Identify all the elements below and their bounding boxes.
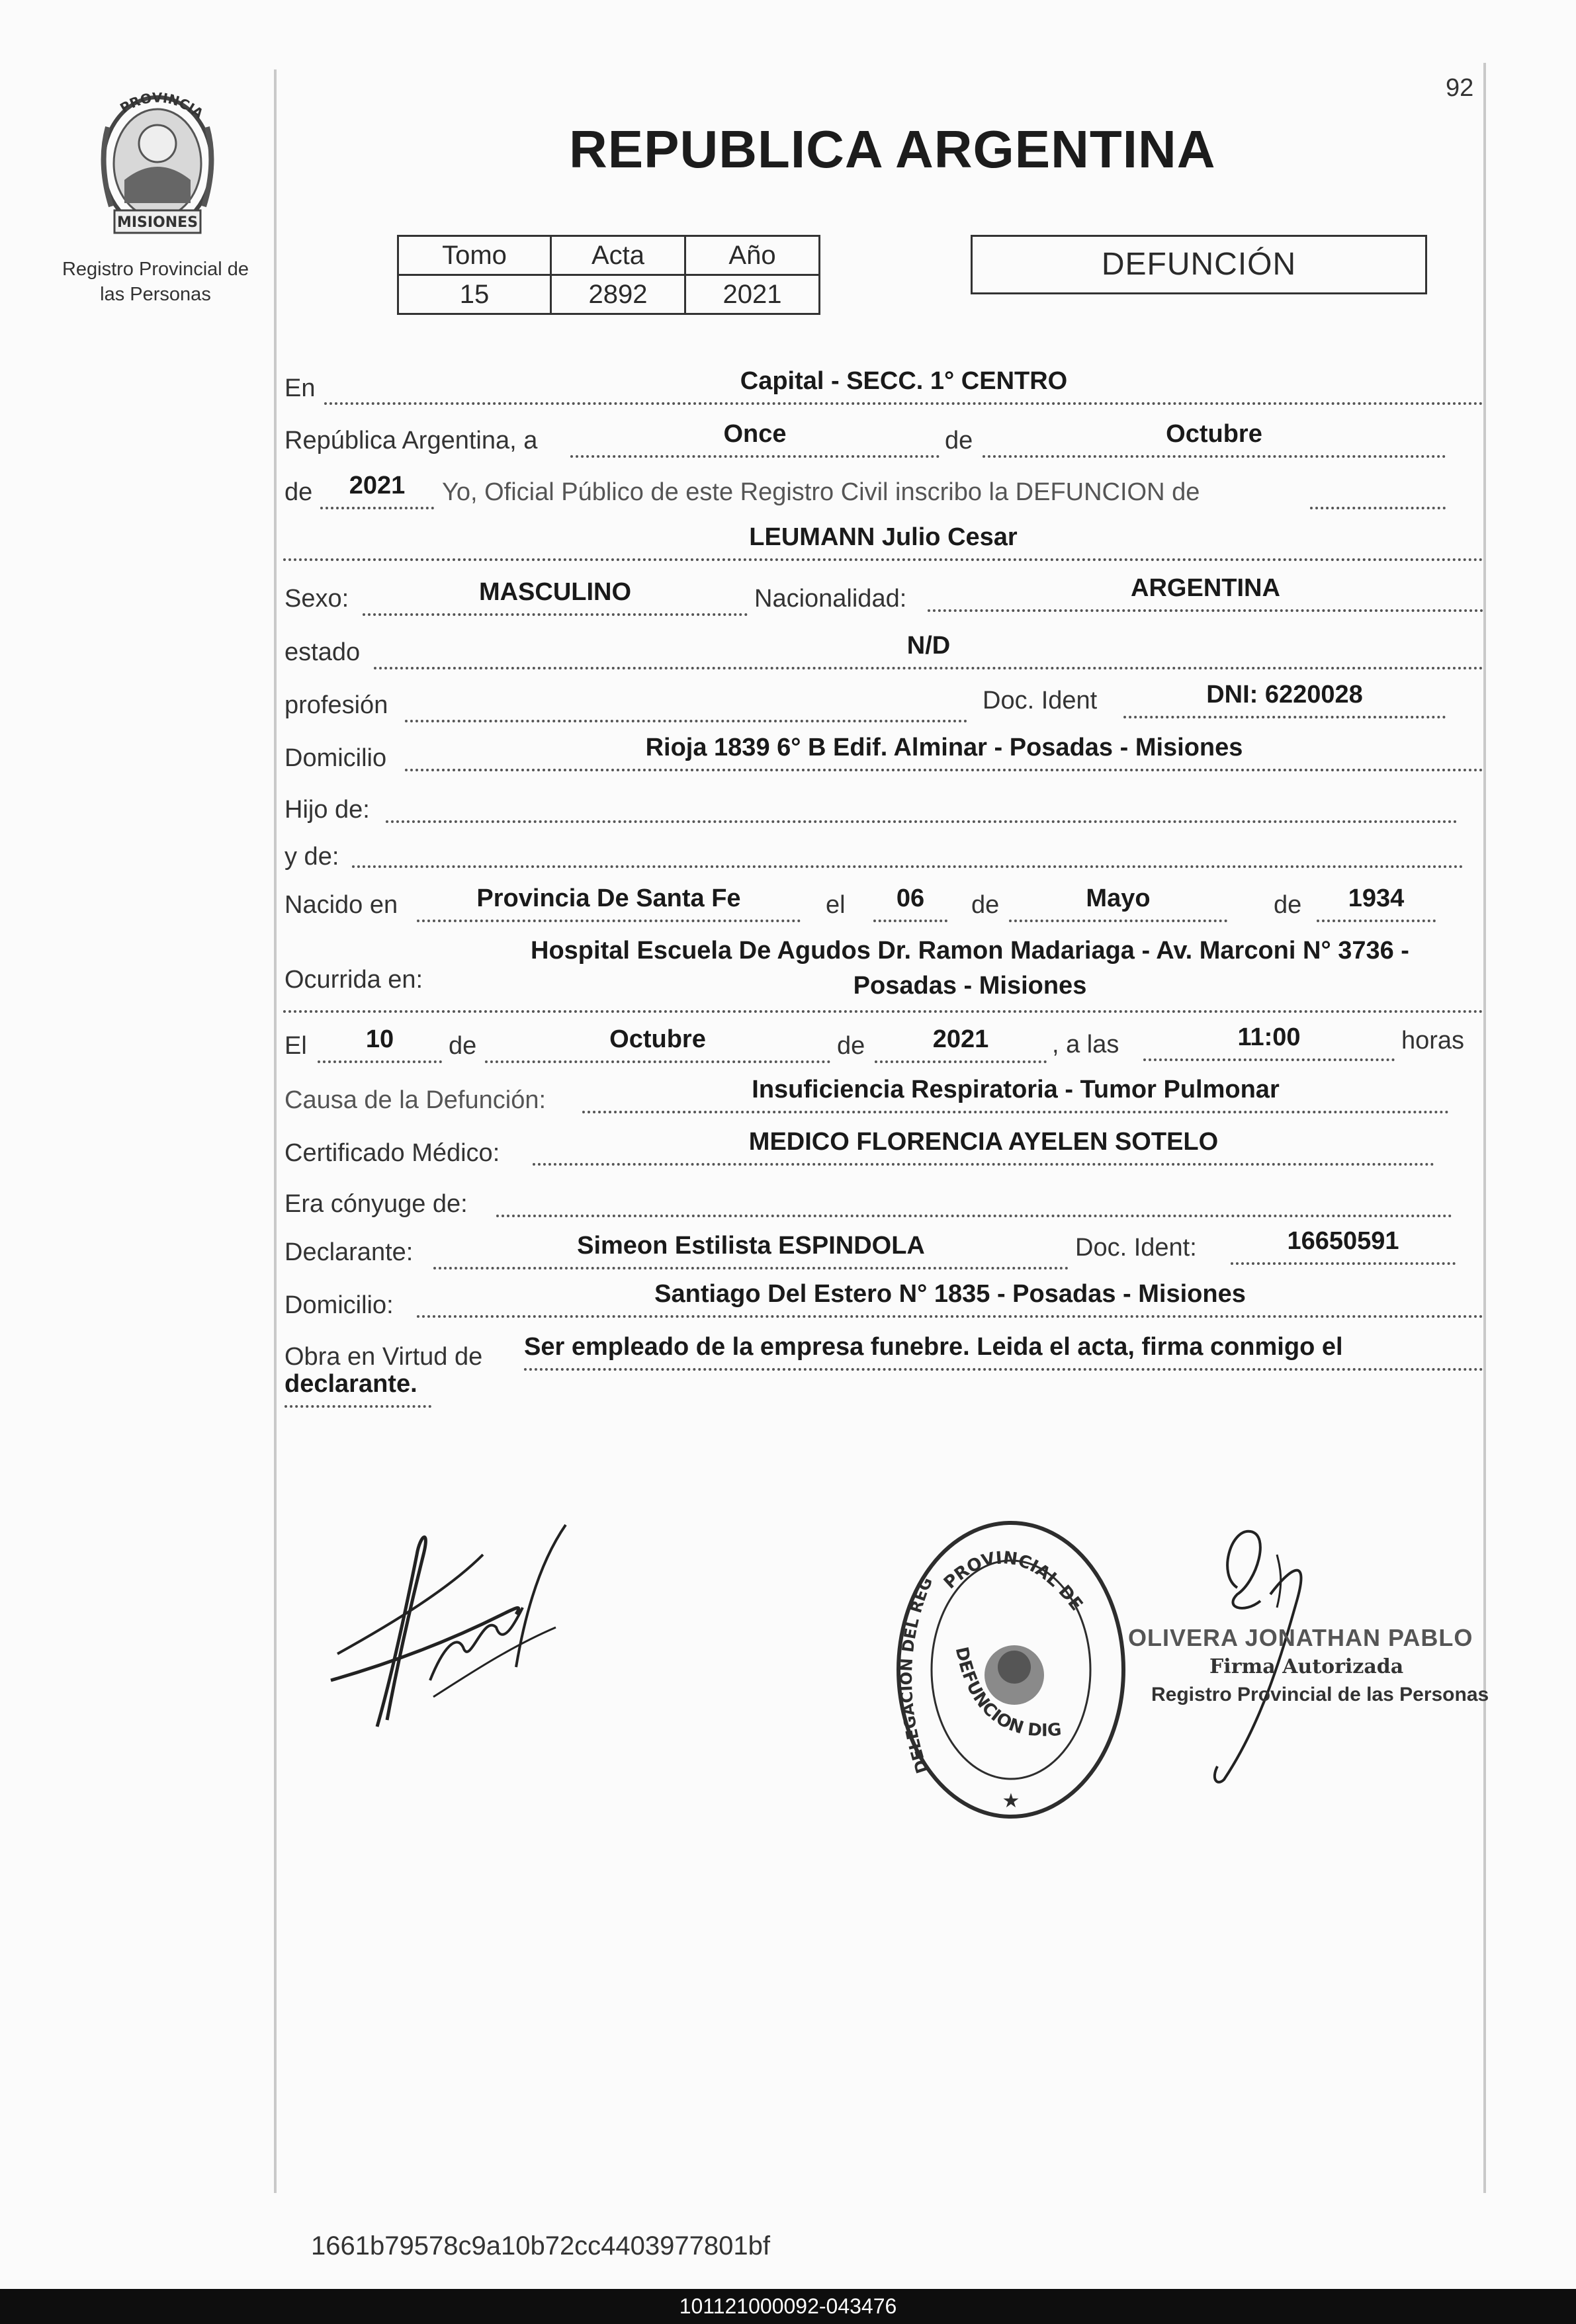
authority-role: Firma Autorizada [1209, 1655, 1404, 1678]
book-value-anio: 2021 [685, 275, 820, 314]
label-declarante-doc: Doc. Ident: [1075, 1234, 1197, 1262]
field-def-hora: 11:00 [1143, 1024, 1395, 1061]
label-a-las: , a las [1052, 1031, 1119, 1058]
footer-barcode-text: 101121000092-043476 [0, 2289, 1576, 2324]
field-def-anio: 2021 [875, 1026, 1047, 1063]
label-hijo-de: Hijo de: [285, 796, 370, 824]
field-domicilio: Rioja 1839 6° B Edif. Alminar - Posadas - Misiones [405, 734, 1483, 771]
book-header-tomo: Tomo [398, 236, 551, 275]
label-y-de: y de: [285, 843, 339, 871]
field-anio: 2021 [320, 472, 434, 509]
label-domicilio: Domicilio [285, 744, 387, 772]
right-margin-rule [1483, 63, 1486, 2193]
field-y-de [352, 831, 1464, 868]
field-certificado: MEDICO FLORENCIA AYELEN SOTELO [533, 1129, 1434, 1166]
field-declarante: Simeon Estilista ESPINDOLA [433, 1232, 1069, 1270]
label-de-2: de [285, 478, 313, 506]
province-logo [85, 81, 230, 246]
record-type-box: DEFUNCIÓN [971, 235, 1427, 294]
label-de-5: de [449, 1032, 477, 1060]
label-el: el [826, 891, 846, 919]
field-nac-dia: 06 [873, 885, 947, 922]
label-doc-ident: Doc. Ident [983, 687, 1098, 714]
label-de-6: de [837, 1032, 865, 1060]
label-declarante: Declarante: [285, 1238, 414, 1266]
field-def-dia: 10 [318, 1026, 442, 1063]
authority-org: Registro Provincial de las Personas [1151, 1684, 1489, 1705]
label-sexo: Sexo: [285, 585, 349, 613]
book-value-tomo: 15 [398, 275, 551, 314]
left-margin-rule [274, 69, 277, 2193]
field-profesion [405, 685, 967, 722]
label-profesion: profesión [285, 691, 388, 719]
authority-name: OLIVERA JONATHAN PABLO [1128, 1624, 1473, 1651]
book-value-acta: 2892 [551, 275, 685, 314]
field-nacionalidad: ARGENTINA [928, 575, 1483, 612]
page-number: 92 [1446, 74, 1474, 102]
label-horas: horas [1401, 1027, 1465, 1054]
label-el-cap: El [285, 1032, 307, 1060]
field-nac-mes: Mayo [1009, 885, 1227, 922]
field-hijo-de [386, 786, 1458, 823]
seal-text-center: DEFUNCION DIG [951, 1645, 1063, 1741]
seal-text-left: DELEGACION DEL REG [897, 1574, 937, 1776]
field-estado: N/D [374, 632, 1483, 669]
field-nac-anio: 1934 [1317, 885, 1436, 922]
label-certificado: Certificado Médico: [285, 1139, 500, 1167]
label-de-3: de [971, 891, 1000, 919]
label-de-1: de [945, 427, 973, 454]
logo-text-bottom: MISIONES [116, 214, 198, 231]
label-nacionalidad: Nacionalidad: [754, 585, 907, 613]
label-conyuge: Era cónyuge de: [285, 1190, 468, 1218]
field-conyuge [496, 1180, 1452, 1217]
book-header-anio: Año [685, 236, 820, 275]
field-ocurrida-underline [283, 976, 1483, 1013]
field-sexo: MASCULINO [363, 579, 748, 616]
field-obra-line2: declarante. [285, 1371, 431, 1408]
seal-text-top: PROVINCIAL DE [940, 1548, 1087, 1615]
official-seal-stamp [892, 1516, 1130, 1824]
label-declarante-domicilio: Domicilio: [285, 1291, 394, 1319]
field-dia: Once [570, 421, 940, 458]
field-nacido-en: Provincia De Santa Fe [417, 885, 801, 922]
seal-star-icon: ★ [1002, 1790, 1020, 1812]
book-header-acta: Acta [551, 236, 685, 275]
field-ocurrida-line2: Posadas - Misiones [853, 972, 1087, 1000]
label-en: En [285, 374, 316, 402]
document-hash: 1661b79578c9a10b72cc4403977801bf [311, 2231, 771, 2260]
label-nacido-en: Nacido en [285, 891, 398, 919]
field-obra-line1: Ser empleado de la empresa funebre. Leida el acta, firma conmigo el [524, 1334, 1483, 1371]
field-nombre: LEUMANN Julio Cesar [283, 524, 1483, 561]
label-obra: Obra en Virtud de [285, 1343, 483, 1371]
field-declarante-domicilio: Santiago Del Estero N° 1835 - Posadas - Misiones [417, 1281, 1483, 1318]
page-title: REPUBLICA ARGENTINA [569, 120, 1216, 179]
label-estado: estado [285, 638, 361, 666]
field-lugar: Capital - SECC. 1° CENTRO [324, 368, 1483, 405]
declarant-signature [318, 1515, 582, 1740]
label-republica: República Argentina, a [285, 427, 538, 454]
registry-label: Registro Provincial de las Personas [62, 259, 249, 305]
field-ocurrida-line1: Hospital Escuela De Agudos Dr. Ramon Madariaga - Av. Marconi N° 3736 - [531, 937, 1409, 965]
field-mes: Octubre [983, 421, 1446, 458]
book-reference-table [397, 235, 820, 315]
label-ocurrida-en: Ocurrida en: [285, 966, 423, 994]
logo-text-top: PROVINCIA [117, 89, 206, 122]
label-de-4: de [1274, 891, 1302, 919]
authority-signature [1198, 1515, 1330, 1793]
field-declarante-doc: 16650591 [1231, 1228, 1456, 1265]
field-causa: Insuficiencia Respiratoria - Tumor Pulmonar [582, 1076, 1449, 1113]
field-inscribo-extra [1310, 472, 1446, 509]
field-doc: DNI: 6220028 [1123, 681, 1446, 718]
label-causa: Causa de la Defunción: [285, 1086, 547, 1114]
label-inscribo: Yo, Oficial Público de este Registro Civil inscribo la DEFUNCION de [442, 478, 1200, 506]
field-def-mes: Octubre [485, 1026, 830, 1063]
